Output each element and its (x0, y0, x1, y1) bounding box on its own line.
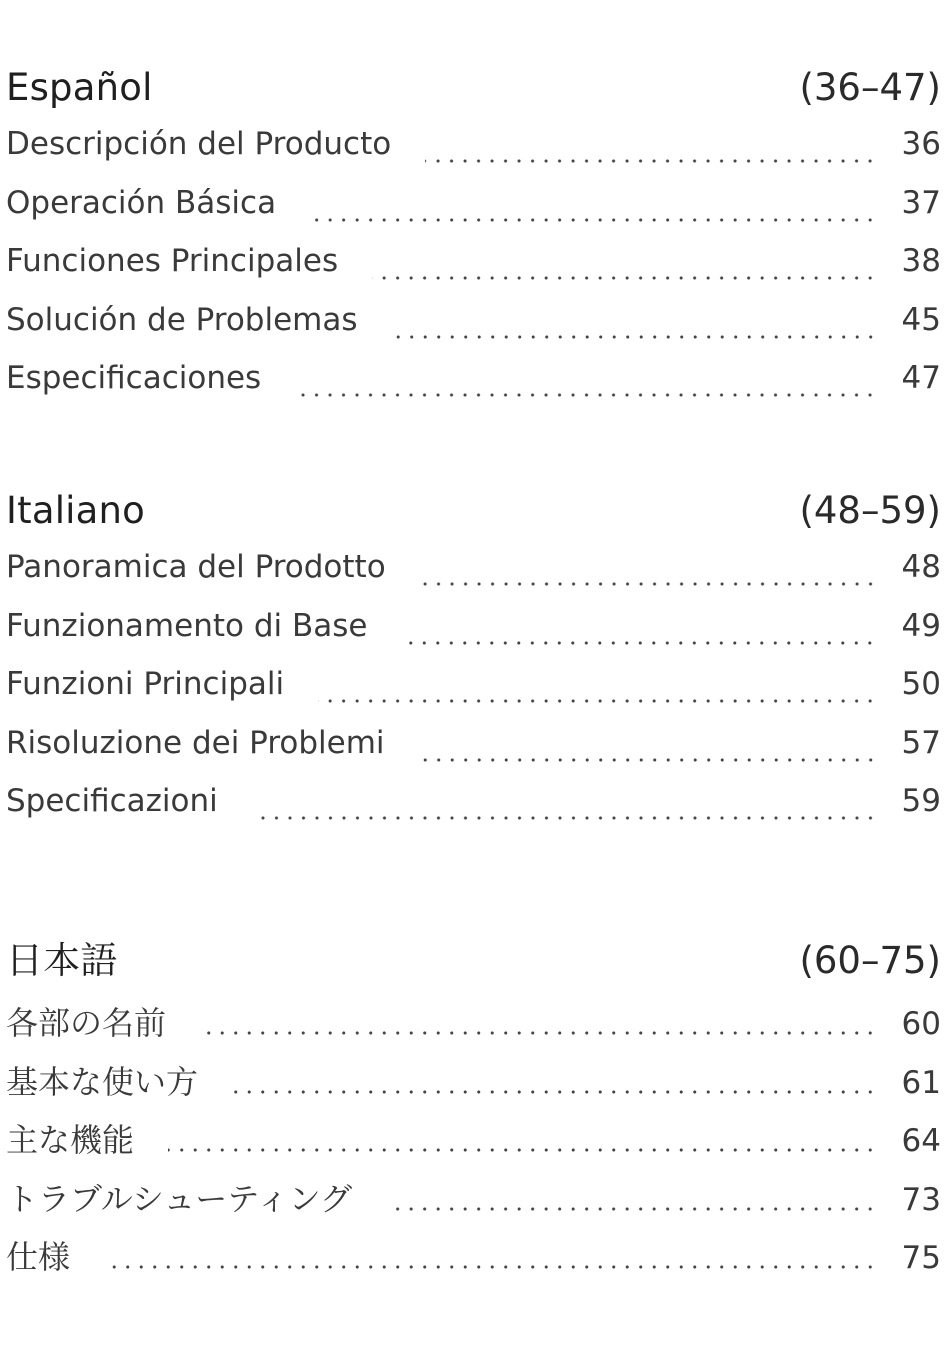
toc-entry-label: Descripción del Producto (6, 126, 392, 162)
toc-section-japanese (6, 930, 941, 1291)
toc-entry-label: トラブルシューティング (6, 1179, 353, 1218)
toc-entry-label: Funzioni Principali (6, 666, 285, 702)
dot-leader (168, 1147, 877, 1153)
toc-entry[interactable] (6, 1232, 941, 1291)
toc-entry[interactable] (6, 1057, 941, 1116)
section-title: 日本語 (6, 939, 118, 982)
toc-entry-page: 47 (901, 360, 941, 396)
toc-entry-page: 37 (901, 184, 941, 221)
toc-entry-label: 各部の名前 (6, 1004, 167, 1042)
section-page-range: (48–59) (799, 489, 941, 532)
dot-leader (318, 698, 877, 704)
dot-leader (295, 392, 877, 398)
dot-leader (386, 1206, 877, 1212)
dot-leader (232, 1089, 877, 1095)
toc-list (6, 126, 941, 419)
toc-entry[interactable] (6, 666, 941, 725)
dot-leader (310, 217, 877, 223)
toc-entry-page: 57 (901, 724, 941, 761)
toc-entry-label: Funciones Principales (6, 243, 339, 279)
section-header (6, 930, 941, 998)
dot-leader (420, 581, 877, 587)
section-page-range: (60–75) (799, 939, 941, 982)
toc-section-spanish (6, 66, 941, 419)
toc-entry[interactable] (6, 360, 941, 419)
toc-entry[interactable] (6, 126, 941, 185)
toc-entry-label: 仕様 (6, 1238, 71, 1276)
toc-entry[interactable] (6, 725, 941, 784)
toc-entry[interactable] (6, 549, 941, 608)
toc-entry-page: 50 (901, 666, 941, 702)
dot-leader (425, 158, 877, 164)
toc-entry-label: Risoluzione dei Problemi (6, 724, 385, 761)
toc-entry-page: 75 (901, 1240, 941, 1276)
toc-entry-label: 基本な使い方 (6, 1062, 199, 1101)
toc-entry-label: Panoramica del Prodotto (6, 549, 386, 585)
section-header (6, 66, 941, 126)
toc-entry[interactable] (6, 783, 941, 842)
toc-section-italian (6, 489, 941, 842)
section-header (6, 489, 941, 549)
toc-entry-page: 61 (901, 1064, 941, 1101)
dot-leader (419, 757, 877, 763)
toc-entry-label: 主な機能 (6, 1121, 135, 1159)
toc-entry-page: 49 (901, 607, 941, 644)
toc-entry-page: 64 (901, 1123, 941, 1159)
toc-entry-label: Funzionamento di Base (6, 607, 368, 644)
toc-entry-label: Especificaciones (6, 360, 262, 396)
toc-entry-label: Specificazioni (6, 783, 218, 819)
section-title: Español (6, 66, 153, 109)
toc-entry[interactable] (6, 302, 941, 361)
toc-entry-page: 48 (901, 549, 941, 585)
toc-entry-page: 60 (901, 1006, 941, 1042)
section-title: Italiano (6, 489, 146, 532)
dot-leader (401, 640, 877, 646)
toc-entry[interactable] (6, 998, 941, 1057)
dot-leader (104, 1264, 877, 1270)
dot-leader (252, 815, 877, 821)
toc-list (6, 998, 941, 1291)
toc-list (6, 549, 941, 842)
toc-entry[interactable] (6, 185, 941, 244)
toc-entry-page: 73 (901, 1181, 941, 1218)
toc-entry-page: 38 (901, 243, 941, 279)
toc-entry-page: 36 (901, 126, 941, 162)
toc-entry[interactable] (6, 243, 941, 302)
dot-leader (392, 334, 877, 340)
toc-entry[interactable] (6, 1174, 941, 1233)
dot-leader (372, 275, 877, 281)
section-page-range: (36–47) (799, 66, 941, 109)
toc-entry-label: Operación Básica (6, 184, 277, 221)
toc-entry-label: Solución de Problemas (6, 301, 358, 338)
toc-entry-page: 45 (901, 301, 941, 338)
dot-leader (200, 1030, 877, 1036)
toc-entry-page: 59 (901, 783, 941, 819)
toc-entry[interactable] (6, 608, 941, 667)
toc-entry[interactable] (6, 1115, 941, 1174)
